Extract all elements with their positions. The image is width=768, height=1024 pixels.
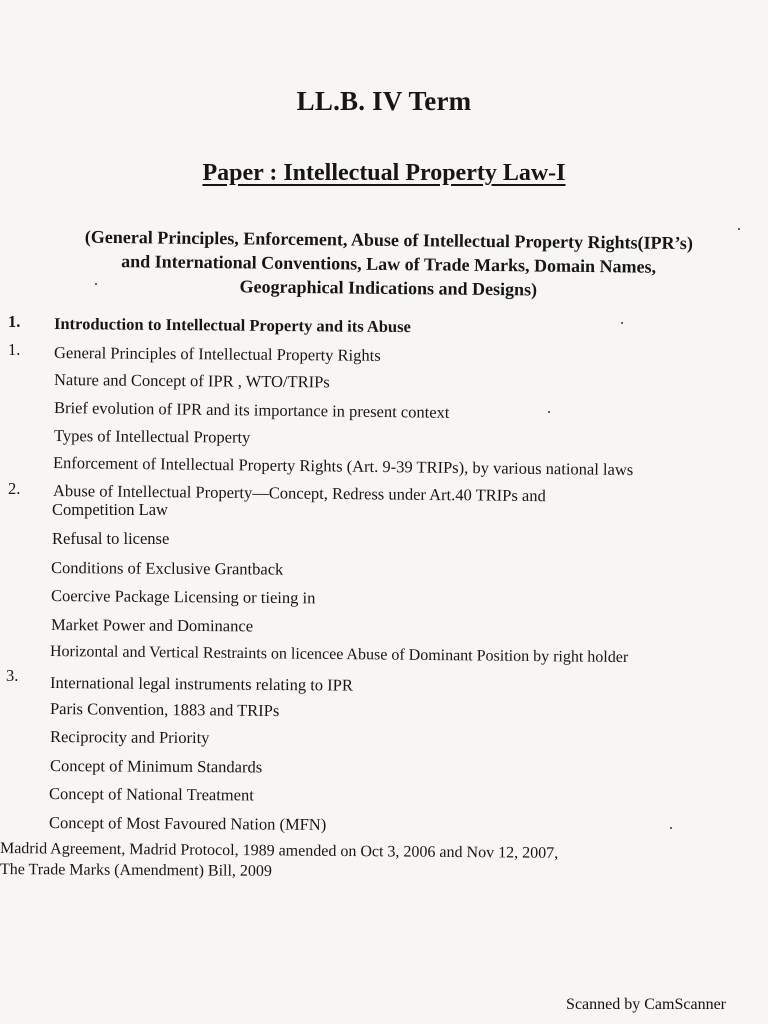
syllabus-line: International legal instruments relating to IPR	[49, 673, 353, 695]
scope-line: (General Principles, Enforcement, Abuse of Intellectual Property Rights(IPR’s)	[84, 226, 693, 254]
syllabus-line: Competition Law	[52, 500, 168, 519]
syllabus-line: Madrid Agreement, Madrid Protocol, 1989 amended on Oct 3, 2006 and Nov 12, 2007,	[0, 840, 559, 862]
syllabus-line: Concept of National Treatment	[48, 784, 254, 805]
syllabus-line: Enforcement of Intellectual Property Rights (Art. 9-39 TRIPs), by various national laws	[52, 453, 634, 480]
syllabus-line: Concept of Minimum Standards	[49, 756, 263, 777]
paper-title-text: Paper : Intellectual Property Law-I	[202, 160, 566, 186]
scan-speck	[548, 411, 550, 413]
syllabus-line: Market Power and Dominance	[50, 615, 254, 636]
section-number: 2.	[8, 479, 21, 498]
scope-line: and International Conventions, Law of Trade Marks, Domain Names,	[121, 251, 657, 277]
syllabus-line: Coercive Package Licensing or tieing in	[50, 586, 316, 608]
syllabus-line: Reciprocity and Priority	[49, 727, 210, 748]
document-title: LL.B. IV Term	[296, 86, 472, 116]
scan-speck	[670, 827, 672, 829]
scanner-watermark: Scanned by CamScanner	[566, 996, 726, 1013]
syllabus-line: The Trade Marks (Amendment) Bill, 2009	[0, 861, 273, 880]
syllabus-line: Conditions of Exclusive Grantback	[50, 558, 284, 579]
syllabus-line: Introduction to Intellectual Property and its Abuse	[53, 314, 411, 337]
syllabus-line: General Principles of Intellectual Property Rights	[53, 343, 381, 365]
syllabus-line: Concept of Most Favoured Nation (MFN)	[48, 813, 327, 834]
scan-speck	[621, 322, 623, 324]
scan-speck	[95, 283, 97, 285]
section-number: 1.	[8, 340, 21, 359]
section-number: 1.	[8, 312, 21, 331]
syllabus-line: Brief evolution of IPR and its importance in present context	[53, 398, 450, 422]
syllabus-line: Types of Intellectual Property	[53, 426, 251, 447]
section-number: 3.	[6, 666, 19, 685]
syllabus-line: Abuse of Intellectual Property—Concept, Redress under Art.40 TRIPs and	[52, 481, 546, 506]
scan-speck	[738, 228, 740, 230]
syllabus-line: Nature and Concept of IPR , WTO/TRIPs	[53, 370, 330, 392]
scope-line: Geographical Indications and Designs)	[239, 276, 538, 300]
syllabus-line: Paris Convention, 1883 and TRIPs	[49, 699, 280, 721]
syllabus-line: Refusal to license	[52, 529, 170, 548]
syllabus-line: Horizontal and Vertical Restraints on licencee Abuse of Dominant Position by right holder	[49, 643, 629, 667]
